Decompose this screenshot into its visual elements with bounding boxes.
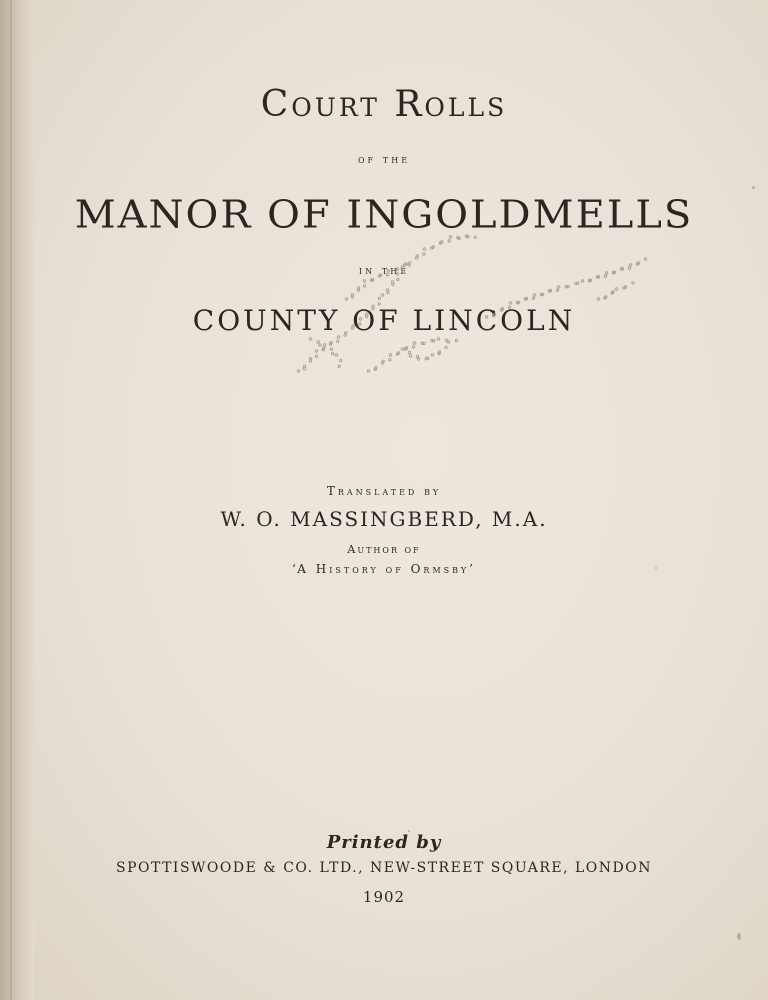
- perforation-hole: [447, 341, 449, 343]
- perforation-hole: [297, 370, 299, 372]
- perforation-hole: [375, 367, 377, 369]
- perforation-hole: [381, 294, 383, 296]
- perforation-hole: [581, 280, 583, 282]
- prior-work-title: ‘A History of Ormsby’: [292, 562, 476, 576]
- perforation-hole: [319, 344, 321, 346]
- perforation-hole: [315, 350, 317, 352]
- perforation-hole: [309, 358, 311, 360]
- perforation-hole: [412, 346, 414, 348]
- perforation-hole: [415, 257, 417, 259]
- perforation-hole: [303, 368, 305, 370]
- perforation-hole: [556, 289, 558, 291]
- perforation-hole: [567, 285, 569, 287]
- perforation-hole: [597, 298, 599, 300]
- perforation-hole: [401, 348, 403, 350]
- perforation-hole: [397, 278, 399, 280]
- perforation-hole: [331, 353, 333, 355]
- perforation-hole: [615, 288, 617, 290]
- perforation-hole: [423, 248, 425, 250]
- paper-speck: [655, 567, 657, 569]
- perforation-hole: [381, 362, 383, 364]
- perforation-hole: [405, 347, 407, 349]
- perforation-hole: [605, 296, 607, 298]
- perforation-hole: [540, 294, 542, 296]
- paper-speck: [737, 933, 741, 940]
- perforation-hole: [382, 360, 384, 362]
- perforation-hole: [387, 291, 389, 293]
- perforation-hole: [404, 348, 406, 350]
- perforation-hole: [322, 349, 324, 351]
- perforation-hole: [389, 354, 391, 356]
- perforation-hole: [392, 283, 394, 285]
- perforation-hole: [330, 342, 332, 344]
- perforation-hole: [408, 351, 410, 353]
- printed-by-label: Printed by: [326, 832, 442, 853]
- perforation-hole: [338, 365, 340, 367]
- perforation-hole: [391, 281, 393, 283]
- perforation-hole: [416, 255, 418, 257]
- connector-of-the: of the: [357, 152, 411, 166]
- perforation-hole: [575, 282, 577, 284]
- perforation-hole: [423, 253, 425, 255]
- perforation-hole: [448, 240, 450, 242]
- perforation-hole: [396, 353, 398, 355]
- perforation-hole: [329, 343, 331, 345]
- perforation-hole: [413, 342, 415, 344]
- perforation-hole: [409, 355, 411, 357]
- author-of-label: Author of: [347, 543, 421, 556]
- perforation-hole: [337, 340, 339, 342]
- connector-in-the: in the: [358, 263, 410, 277]
- perforation-hole: [397, 352, 399, 354]
- perforation-hole: [335, 354, 337, 356]
- title-line-court-rolls: Court Rolls: [260, 84, 508, 125]
- perforation-hole: [644, 258, 646, 260]
- perforation-hole: [416, 355, 418, 357]
- perforation-hole: [458, 237, 460, 239]
- perforation-hole: [565, 286, 567, 288]
- perforation-hole: [317, 341, 319, 343]
- perforation-hole: [386, 289, 388, 291]
- title-line-county: COUNTY OF LINCOLN: [192, 304, 576, 337]
- perforation-hole: [340, 360, 342, 362]
- perforation-hole: [431, 354, 433, 356]
- perforation-hole: [431, 247, 433, 249]
- perforation-hole: [441, 241, 443, 243]
- perforation-hole: [632, 282, 634, 284]
- perforation-hole: [330, 348, 332, 350]
- perforation-hole: [309, 338, 311, 340]
- perforation-hole: [425, 358, 427, 360]
- perforation-hole: [367, 370, 369, 372]
- perforation-hole: [437, 338, 439, 340]
- perforation-hole: [417, 358, 419, 360]
- perforation-hole: [588, 280, 590, 282]
- perforation-hole: [433, 340, 435, 342]
- perforation-hole: [363, 280, 365, 282]
- perforation-hole: [455, 339, 457, 341]
- perforation-hole: [532, 297, 534, 299]
- perforation-hole: [421, 342, 423, 344]
- paper-speck: [752, 186, 755, 189]
- perforation-hole: [611, 292, 613, 294]
- perforation-hole: [438, 351, 440, 353]
- perforation-hole: [323, 344, 325, 346]
- perforation-hole: [525, 298, 527, 300]
- perforation-hole: [427, 357, 429, 359]
- perforation-hole: [524, 298, 526, 300]
- perforation-hole: [423, 342, 425, 344]
- perforation-hole: [589, 279, 591, 281]
- perforation-hole: [370, 279, 372, 281]
- perforation-hole: [577, 282, 579, 284]
- perforation-hole: [432, 246, 434, 248]
- perforation-hole: [374, 368, 376, 370]
- perforation-hole: [378, 297, 380, 299]
- perforation-hole: [533, 294, 535, 296]
- paper-speck: [408, 830, 410, 832]
- perforation-hole: [303, 365, 305, 367]
- perforation-hole: [351, 296, 353, 298]
- perforation-hole: [612, 291, 614, 293]
- perforation-hole: [309, 360, 311, 362]
- perforation-hole: [351, 294, 353, 296]
- perforation-hole: [439, 242, 441, 244]
- translated-by-label: Translated by: [326, 484, 442, 498]
- perforation-hole: [389, 359, 391, 361]
- perforation-hole: [345, 298, 347, 300]
- perforation-hole: [548, 290, 550, 292]
- perforation-hole: [315, 355, 317, 357]
- perforation-hole: [457, 237, 459, 239]
- perforation-hole: [623, 287, 625, 289]
- title-line-manor: MANOR OF INGOLDMELLS: [74, 193, 694, 237]
- printer-imprint: SPOTTISWOODE & CO. LTD., NEW-STREET SQUARE, LONDON: [116, 860, 652, 876]
- perforation-hole: [604, 297, 606, 299]
- perforation-hole: [357, 287, 359, 289]
- perforation-hole: [357, 289, 359, 291]
- perforation-hole: [431, 339, 433, 341]
- perforation-hole: [549, 290, 551, 292]
- perforation-hole: [445, 339, 447, 341]
- perforation-hole: [363, 285, 365, 287]
- perforation-hole: [438, 352, 440, 354]
- publication-year: 1902: [362, 888, 406, 906]
- perforation-hole: [371, 279, 373, 281]
- perforation-hole: [541, 293, 543, 295]
- perforation-hole: [323, 347, 325, 349]
- perforation-hole: [445, 346, 447, 348]
- perforation-hole: [557, 286, 559, 288]
- perforation-hole: [624, 286, 626, 288]
- translator-name: W. O. MASSINGBERD, M.A.: [220, 507, 548, 531]
